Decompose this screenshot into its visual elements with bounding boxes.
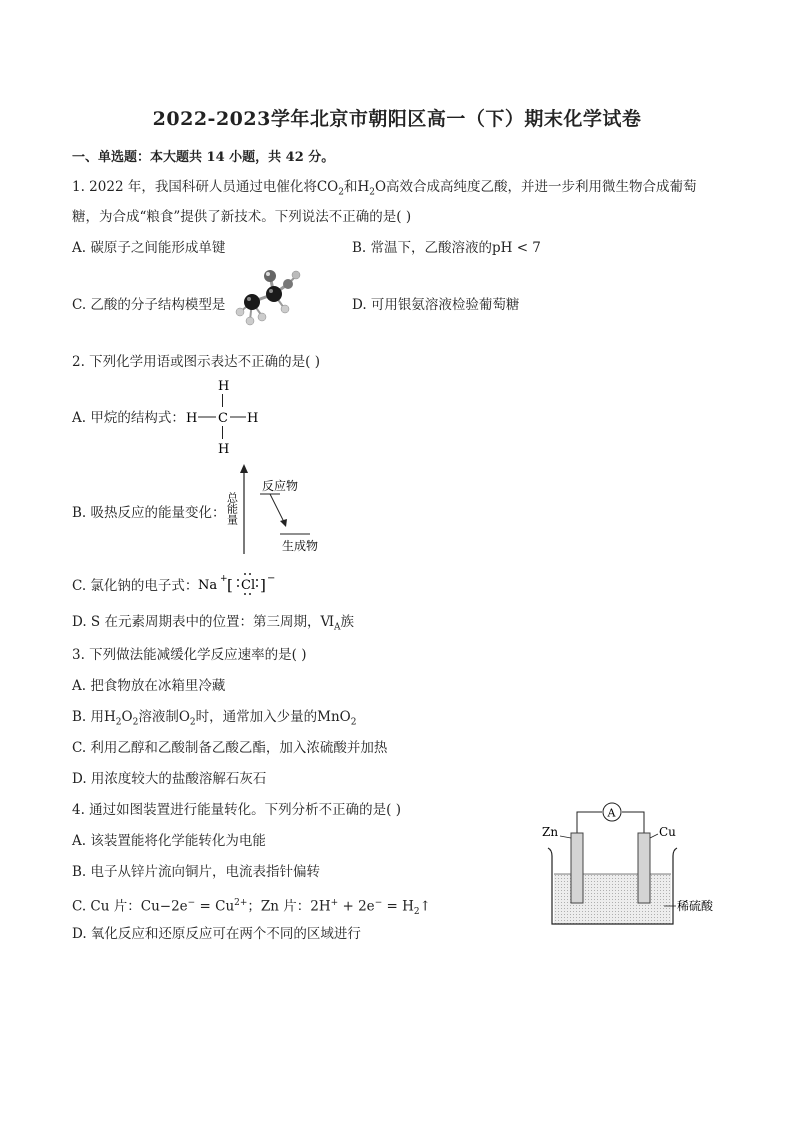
q1-option-b: B. 常温下，乙酸溶液的pH < 7: [352, 240, 541, 256]
methane-h-top: H: [218, 379, 230, 394]
methane-c: C: [218, 411, 228, 426]
ammeter-label: A: [607, 806, 616, 820]
q2-option-c: C. 氯化钠的电子式：: [72, 578, 199, 594]
q2-option-a: A. 甲烷的结构式：: [72, 410, 185, 426]
svg-text:−: −: [267, 573, 276, 584]
section-heading: 一、单选题：本大题共 14 小题，共 42 分。: [72, 150, 335, 165]
cu-label: Cu: [659, 825, 676, 839]
q2-option-d: D. S 在元素周期表中的位置：第三周期，$Ⅵ_A$族: [72, 614, 355, 633]
q3-option-d: D. 用浓度较大的盐酸溶解石灰石: [72, 771, 267, 787]
nacl-na: Na: [198, 578, 218, 593]
svg-text:+: +: [220, 574, 228, 584]
q2-stem: 2. 下列化学用语或图示表达不正确的是( ): [72, 354, 320, 370]
nacl-electron-formula: [196, 569, 278, 599]
q3-option-c: C. 利用乙醇和乙酸制备乙酸乙酯，加入浓硫酸并加热: [72, 740, 388, 756]
q4-option-c: C. Cu 片：$Cu-2e^- = Cu^{2+}$；Zn 片：$2H^+ + 2e^- = H_2↑$: [72, 898, 431, 918]
methane-h-bottom: H: [218, 442, 230, 457]
svg-text:[: [: [227, 576, 233, 594]
q4-option-a: A. 该装置能将化学能转化为电能: [72, 833, 266, 849]
q3-stem: 3. 下列做法能减缓化学反应速率的是( ): [72, 647, 307, 663]
product-label: 生成物: [282, 539, 319, 553]
reactant-label: 反应物: [262, 479, 299, 493]
q1-option-c: C. 乙酸的分子结构模型是: [72, 297, 226, 313]
zn-label: Zn: [542, 825, 559, 839]
q1-option-d: D. 可用银氨溶液检验葡萄糖: [352, 297, 520, 313]
q2-option-b: B. 吸热反应的能量变化：: [72, 505, 226, 521]
galvanic-cell-figure: [536, 796, 726, 932]
page-title: 2022-2023学年北京市朝阳区高一（下）期末化学试卷: [152, 108, 642, 130]
q1-stem-line2: 糖，为合成“粮食”提供了新技术。下列说法不正确的是( ): [72, 209, 412, 225]
dilute-sulfuric-acid-label: 稀硫酸: [677, 899, 714, 913]
energy-diagram-figure: [224, 460, 334, 556]
q3-option-a: A. 把食物放在冰箱里冷藏: [72, 678, 226, 694]
methane-structure-figure: [184, 376, 262, 458]
nacl-cl: Cl: [241, 578, 256, 593]
q4-option-b: B. 电子从锌片流向铜片，电流表指针偏转: [72, 864, 321, 880]
q4-option-d: D. 氧化反应和还原反应可在两个不同的区域进行: [72, 926, 361, 942]
q1-stem-line1: 1. 2022 年，我国科研人员通过电催化将$CO_2$和$H_2O$高效合成高纯度乙酸，并进一步利用微生物合成葡萄: [72, 179, 697, 198]
acetic-acid-model-figure: [228, 264, 308, 328]
q4-stem: 4. 通过如图装置进行能量转化。下列分析不正确的是( ): [72, 802, 401, 818]
q3-option-b: B. 用$H_2O_2$溶液制$O_2$时，通常加入少量的MnO$_2$: [72, 709, 357, 728]
energy-axis-label: 总能量: [225, 492, 239, 525]
methane-h-left: H: [186, 411, 198, 426]
q1-option-a: A. 碳原子之间能形成单键: [72, 240, 226, 256]
methane-h-right: H: [247, 411, 259, 426]
svg-text:]: ]: [260, 576, 266, 594]
